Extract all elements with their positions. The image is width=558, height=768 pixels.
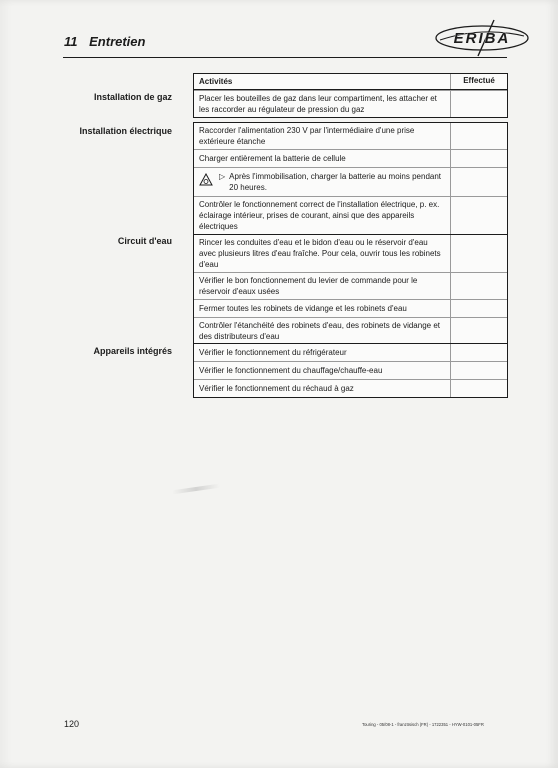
activity-cell: Vérifier le fonctionnement du réfrigérateur bbox=[194, 344, 451, 361]
arrow-icon: ▷ bbox=[219, 172, 226, 181]
chapter-number: 11 bbox=[64, 34, 78, 49]
logo-wordmark: ERIBA bbox=[453, 30, 511, 47]
activities-header: Activités bbox=[194, 74, 451, 89]
table-row bbox=[194, 235, 507, 272]
activity-cell: Raccorder l'alimentation 230 V par l'intermédiaire d'une prise extérieure étanche bbox=[194, 123, 451, 149]
activity-cell: Vérifier le fonctionnement du chauffage/chauffe-eau bbox=[194, 362, 451, 379]
table-row bbox=[194, 379, 507, 397]
done-checkbox-cell[interactable] bbox=[451, 300, 507, 317]
gas-table bbox=[193, 73, 508, 118]
table-row bbox=[194, 317, 507, 344]
document-reference: Touring - 05/08-1 - französisch (FR) - 1722351 - HYW-0101-05FR bbox=[362, 722, 484, 727]
done-checkbox-cell[interactable] bbox=[451, 91, 507, 117]
activity-cell: Placer les bouteilles de gaz dans leur compartiment, les attacher et les raccorder au régulateur de pression du gaz bbox=[194, 91, 451, 117]
electric-table bbox=[193, 122, 508, 235]
activity-cell: Contrôler le fonctionnement correct de l'installation électrique, p. ex. éclairage intérieur, prises de courant, ainsi que des appareils électriques bbox=[194, 197, 451, 234]
note-cell bbox=[194, 168, 451, 196]
done-checkbox-cell[interactable] bbox=[451, 344, 507, 361]
activity-cell: Vérifier le fonctionnement du réchaud à gaz bbox=[194, 380, 451, 397]
activity-cell: Rincer les conduites d'eau et le bidon d'eau ou le réservoir d'eau avec plusieurs litres d'eau fraîche. Pour cela, ouvrir tous les robinets d'eau bbox=[194, 235, 451, 272]
table-row bbox=[194, 196, 507, 234]
section-label-electric: Installation électrique bbox=[79, 126, 172, 136]
done-checkbox-cell[interactable] bbox=[451, 197, 507, 234]
chapter-title: Entretien bbox=[89, 34, 146, 49]
done-header: Effectué bbox=[451, 74, 507, 89]
appliances-table bbox=[193, 343, 508, 398]
done-checkbox-cell[interactable] bbox=[451, 362, 507, 379]
done-checkbox-cell[interactable] bbox=[451, 235, 507, 272]
water-table bbox=[193, 234, 508, 345]
table-row bbox=[194, 361, 507, 379]
activity-cell: Vérifier le bon fonctionnement du levier de commande pour le réservoir d'eaux usées bbox=[194, 273, 451, 299]
section-label-gas: Installation de gaz bbox=[93, 92, 172, 102]
done-checkbox-cell[interactable] bbox=[451, 123, 507, 149]
table-header-row bbox=[194, 74, 507, 90]
table-row bbox=[194, 149, 507, 167]
section-label-appliances: Appareils intégrés bbox=[93, 346, 172, 356]
activity-cell: Fermer toutes les robinets de vidange et les robinets d'eau bbox=[194, 300, 451, 317]
table-row bbox=[194, 299, 507, 317]
eriba-logo bbox=[432, 18, 532, 58]
table-row bbox=[194, 123, 507, 149]
warning-icon bbox=[199, 173, 213, 186]
done-checkbox-cell[interactable] bbox=[451, 380, 507, 397]
table-row bbox=[194, 167, 507, 196]
table-row bbox=[194, 272, 507, 299]
table-row bbox=[194, 344, 507, 361]
page-number: 120 bbox=[64, 719, 80, 729]
note-text: Après l'immobilisation, charger la batterie au moins pendant 20 heures. bbox=[229, 172, 442, 192]
done-checkbox-cell[interactable] bbox=[451, 273, 507, 299]
done-checkbox-cell[interactable] bbox=[451, 318, 507, 344]
done-checkbox-cell[interactable] bbox=[451, 150, 507, 167]
header-divider bbox=[63, 57, 507, 58]
section-label-water: Circuit d'eau bbox=[117, 236, 172, 246]
activity-cell: Charger entièrement la batterie de cellule bbox=[194, 150, 451, 167]
done-checkbox-cell[interactable] bbox=[451, 168, 507, 196]
chapter-heading bbox=[64, 34, 145, 49]
activity-cell: Contrôler l'étanchéité des robinets d'eau, des robinets de vidange et des distributeurs d'eau bbox=[194, 318, 451, 344]
table-row bbox=[194, 90, 507, 117]
pencil-mark bbox=[172, 484, 220, 495]
